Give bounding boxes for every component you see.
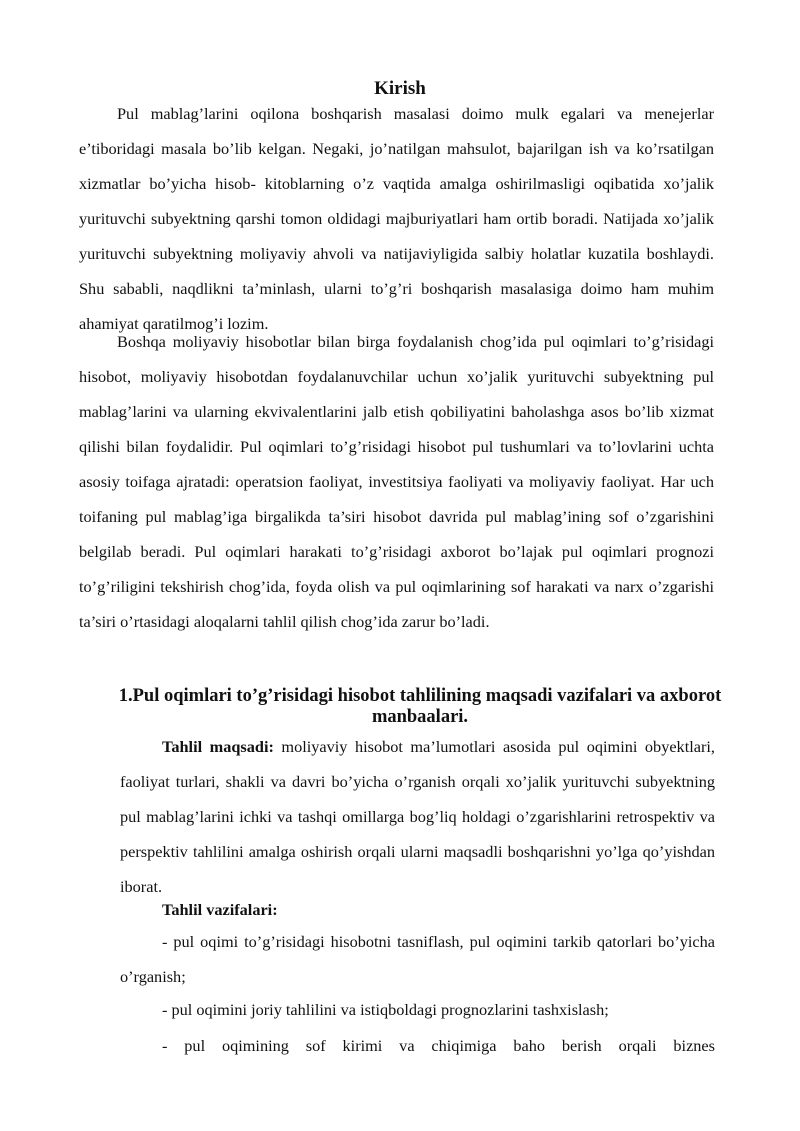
goal-text: moliyaviy hisobot ma’lumotlari asosida pul oqimini obyektlari, faoliyat turlari, shakli va davri bo’yicha o’rganish orqali xo’jalik yurituvchi subyektning pul mablag’larini ichki va tashqi omillarga bog’liq holdagi o’zgarishlarini retrospektiv va perspektiv tahlilini amalga oshirish orqali ularni maqsadli boshqarishni yo’lga qo’yishdan iborat. [120,737,715,896]
goal-paragraph [120,729,715,904]
goal-label: Tahlil maqsadi: [162,737,274,756]
task-item-2: - pul oqimini joriy tahlilini va istiqboldagi prognozlarini tashxislash; [162,1000,609,1019]
tasks-heading: Tahlil vazifalari: [162,900,278,919]
intro-paragraph-text: Pul mablag’larini oqilona boshqarish masalasi doimo mulk egalari va menejerlar e’tiboridagi masala bo’lib kelgan. Negaki, jo’natilgan mahsulot, bajarilgan ish va ko’rsatilgan xizmatlar bo’yicha hisob- kitoblarning o’z vaqtida amalga oshirilmasligi oqibatida xo’jalik yurituvchi subyektning qarshi tomon oldidagi majburiyatlari ham ortib boradi. Natijada xo’jalik yurituvchi subyektning moliyaviy ahvoli va natijaviyligida salbiy holatlar kuzatila boshlaydi. Shu sababli, naqdlikni ta’minlash, ularni to’g’ri boshqarish masalasiga doimo ham muhim ahamiyat qaratilmog’i lozim. [79,104,714,333]
intro-paragraph [79,96,714,341]
second-paragraph [79,324,714,639]
second-paragraph-text: Boshqa moliyaviy hisobotlar bilan birga foydalanish chog’ida pul oqimlari to’g’risidagi hisobot, moliyaviy hisobotdan foydalanuvchilar uchun xo’jalik yurituvchi subyektning pul mablag’larini va ularning ekvivalentlarini jalb etish qobiliyatini baholashga asos bo’lib xizmat qilishi bilan foydalidir. Pul oqimlari to’g’risidagi hisobot pul tushumlari va to’lovlarini uchta asosiy toifaga ajratadi: operatsion faoliyat, investitsiya faoliyati va moliyaviy faoliyat. Har uch toifaning pul mablag’iga birgalikda ta’siri hisobot davrida pul mablag’ining sof o’zgarishini belgilab beradi. Pul oqimlari harakati to’g’risidagi axborot bo’lajak pul oqimlari prognozi to’g’riligini tekshirish chog’ida, foyda olish va pul oqimlarining sof harakati va narx o’zgarishi ta’siri o’rtasidagi aloqalarni tahlil qilish chog’ida zarur bo’ladi. [79,332,714,631]
task-item-3: - pul oqimining sof kirimi va chiqimiga baho berish orqali biznes [162,1036,715,1055]
section-heading: 1.Pul oqimlari to’g’risidagi hisobot tahlilining maqsadi vazifalari va axborot manbaalari. [118,686,722,727]
task-item-1-text: - pul oqimi to’g’risidagi hisobotni tasniflash, pul oqimini tarkib qatorlari bo’yicha o’rganish; [120,932,715,986]
page-title: Kirish [374,78,426,99]
task-item-1 [120,924,715,994]
